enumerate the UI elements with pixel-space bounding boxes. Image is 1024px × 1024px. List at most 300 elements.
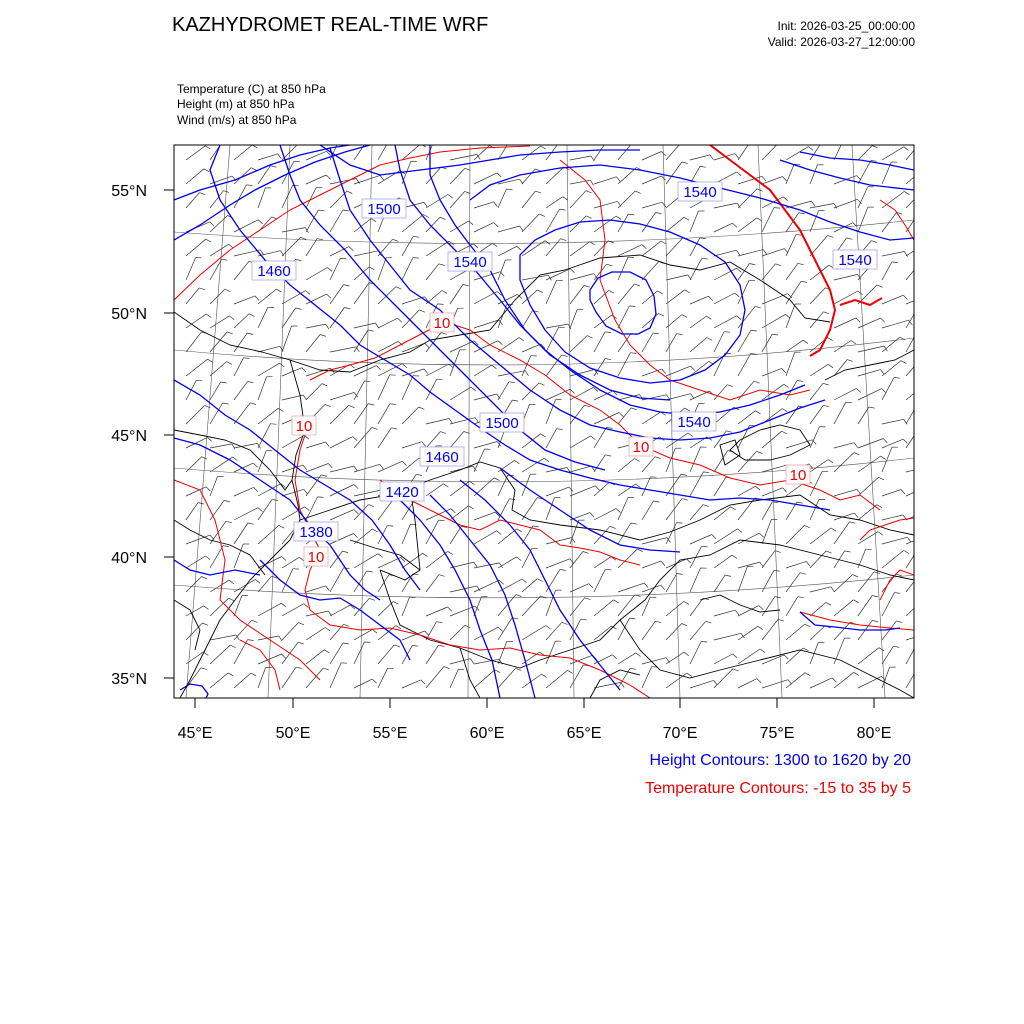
wind-barb-flag [735,154,739,159]
wind-barb [690,211,698,232]
wind-barb [642,212,656,232]
wind-barb-flag [296,308,302,309]
wind-barb-flag [691,366,695,370]
wind-barb-flag [344,285,350,286]
wind-barb-flag [893,646,899,647]
wind-barb [570,156,591,160]
wind-barb-flag [784,655,788,659]
wind-barb-flag [380,175,384,180]
wind-barb-flag [398,318,402,322]
wind-barb-flag [619,413,623,417]
wind-barb [882,646,893,664]
wind-barb [402,376,413,400]
wind-barb-flag [703,472,709,473]
wind-barb-flag [784,384,789,387]
wind-barb-flag [691,394,695,399]
wind-barb-flag [465,191,471,193]
wind-barb [594,600,614,616]
wind-barb-flag [783,488,787,492]
wind-barb-flag [439,645,445,646]
wind-barb [450,350,460,376]
wind-barb-flag [317,239,323,240]
wind-barb [834,274,858,280]
wind-barb [234,168,251,184]
wind-barb-flag [737,268,742,272]
wind-barb [330,663,341,688]
wind-barb-flag [853,600,858,603]
wind-barb-flag [872,596,878,597]
wind-barb-flag [737,172,742,176]
lon-label: 75°E [759,725,795,742]
wind-barb-flag [869,407,875,408]
wind-barb-flag [396,626,401,629]
wind-barb [546,670,567,688]
lon-label: 45°E [177,725,213,742]
wind-barb [234,523,248,544]
wind-barb-flag [931,485,935,489]
wind-barb [378,287,396,304]
wind-barb [474,563,499,568]
wind-barb-flag [252,620,258,622]
wind-barb-flag [295,259,301,260]
wind-barb-flag [282,654,286,658]
wind-barb-flag [299,557,304,561]
wind-barb [906,485,931,496]
wind-barb-flag [463,285,469,286]
wind-barb [426,364,449,376]
wind-barb [810,427,820,448]
wind-barb [714,529,737,544]
wind-barb-flag [736,250,740,255]
wind-barb-flag [634,284,640,286]
wind-barb-flag [372,529,377,532]
wind-barb [378,645,394,664]
wind-barb [834,388,856,400]
wind-barb [210,598,229,616]
wind-barb [666,673,687,688]
wind-barb-flag [874,572,880,574]
wind-barb [762,294,788,304]
wind-barb [546,197,563,208]
wind-barb [546,327,559,352]
wind-barb [258,363,280,376]
wind-barb [906,330,918,352]
wind-barb [786,235,796,256]
wind-barb [738,679,757,688]
wind-barb-flag [326,442,330,447]
wind-barb [642,561,661,568]
wind-barb-flag [326,175,330,179]
wind-barb-flag [248,523,254,524]
wind-barb [570,191,586,208]
wind-barb [258,289,276,304]
wind-barb [402,442,422,448]
wind-barb-flag [847,360,853,362]
wind-barb-flag [923,600,928,603]
wind-barb-flag [437,622,443,623]
wind-barb-flag [306,291,311,295]
wind-barb [546,280,557,304]
wind-barb-flag [637,549,643,551]
wind-barb-flag [303,465,307,470]
lon-label: 50°E [275,725,311,742]
wind-barb-flag [756,486,761,490]
wind-barb-flag [782,409,787,412]
wind-barb-flag [928,242,933,246]
wind-barb [642,262,659,281]
wind-barb [354,427,372,448]
wind-barb [882,361,901,376]
wind-barb [690,238,700,256]
wind-barb [474,442,497,449]
wind-barb [906,264,920,280]
wind-barb [834,622,850,640]
wind-barb-flag [369,267,374,270]
wind-barb-flag [438,304,444,305]
wind-barb-flag [368,140,374,141]
wind-barb [618,245,642,256]
wind-barb-flag [805,673,810,676]
wind-barb-flag [653,333,659,334]
lat-label: 50°N [111,306,147,323]
wind-barb [858,439,883,449]
wind-barb-flag [801,281,807,282]
wind-barb [450,168,465,184]
wind-barb-flag [424,369,428,374]
wind-barb [522,596,541,616]
wind-barb-flag [525,371,528,376]
lat-label: 35°N [111,671,147,688]
wind-barb [354,554,378,568]
wind-barb [810,471,822,496]
height-label: 1380 [299,524,333,541]
wind-barb-flag [920,264,926,266]
wind-barb [330,437,353,448]
wind-barb [906,467,926,472]
wind-barb-flag [822,471,828,472]
wind-barb-flag [199,288,205,290]
wind-barb [474,531,497,544]
wind-barb-flag [533,526,539,527]
wind-barb-flag [393,602,398,605]
wind-barb [330,568,344,592]
wind-barb [306,586,326,592]
wind-barb [234,296,255,304]
wind-barb-flag [353,534,357,538]
wind-barb [714,555,732,568]
wind-barb-flag [448,607,452,611]
wind-barb-flag [877,505,882,508]
wind-barb [666,448,675,472]
wind-barb [786,561,806,568]
wind-barb [810,383,823,400]
wind-barb-flag [372,427,378,429]
wind-barb-flag [586,216,592,218]
wind-barb-flag [621,682,624,687]
wind-barb [426,264,439,280]
wind-barb [882,593,894,616]
wind-barb [762,655,784,664]
wind-barb-flag [871,241,877,243]
wind-barb-flag [282,557,286,561]
wind-barb [474,173,497,184]
height-label: 1540 [453,254,487,271]
wind-barb [498,499,509,520]
wind-barb-flag [541,596,547,598]
wind-barb-flag [656,212,662,214]
wind-barb [834,672,854,688]
wind-barb-flag [714,680,718,685]
wind-barb-flag [725,575,731,576]
wind-barb-flag [279,525,284,528]
wind-barb-flag [751,140,757,141]
wind-barb [858,477,879,496]
wind-barb-flag [391,428,397,429]
wind-barb-flag [202,457,207,460]
wind-barb-flag [727,385,733,387]
wind-barb-flag [854,513,858,518]
wind-barb [762,488,783,496]
wind-barb-flag [754,381,760,383]
wind-barb-flag [468,506,473,509]
wind-barb-flag [845,551,851,552]
wind-barb [858,346,884,352]
wind-barb-flag [327,294,331,298]
wind-barb-flag [270,166,276,167]
wind-barb-flag [872,620,878,622]
wind-barb-flag [343,643,349,644]
wind-barb [882,537,907,544]
wind-barb [330,258,340,280]
wind-barb-flag [828,338,833,341]
wind-barb-flag [354,466,357,471]
wind-barb-flag [607,264,613,266]
wind-barb-flag [847,238,853,239]
wind-barb-flag [903,295,907,299]
wind-barb [234,314,249,328]
wind-barb-flag [473,244,478,248]
wind-barb-flag [823,405,829,406]
wind-barb [186,359,208,376]
wind-barb [594,359,605,377]
wind-barb-flag [229,316,234,320]
wind-barb [762,619,778,640]
wind-barb-flag [471,387,476,391]
wind-barb [666,624,682,641]
wind-barb [690,472,703,496]
wind-barb-flag [298,642,304,644]
wind-barb [786,263,798,280]
wind-barb [402,458,419,472]
wind-barb [714,575,725,592]
wind-barb [282,604,304,616]
wind-barb-flag [851,341,856,345]
wind-barb-flag [803,648,808,651]
wind-barb-flag [498,627,503,631]
wind-barb [666,290,685,304]
wind-barb-flag [872,146,878,148]
wind-barb-flag [305,507,310,511]
wind-barb [258,166,270,184]
wind-barb-flag [759,606,763,610]
wind-barb-flag [541,146,546,149]
wind-barb [450,285,463,305]
wind-barb [306,464,328,473]
wind-barb-flag [929,510,933,514]
wind-barb [594,413,619,425]
wind-barb [546,590,556,616]
wind-barb-flag [205,146,210,149]
wind-barb [570,665,583,688]
wind-barb [690,598,703,616]
wind-barb-flag [342,551,348,553]
wind-barb-flag [701,642,707,643]
wind-barb [234,443,257,448]
wind-barb-flag [448,551,453,554]
wind-barb-flag [732,555,737,558]
wind-barb-flag [823,383,829,385]
wind-barb-flag [798,263,804,265]
wind-barb [258,346,280,352]
wind-barb-flag [762,176,766,181]
wind-barb-flag [585,405,591,407]
wind-barb-flag [251,673,256,676]
wind-barb-flag [354,485,358,489]
wind-barb [378,602,393,616]
wind-barb-flag [354,510,358,514]
wind-barb [570,242,590,256]
wind-barb [546,569,560,592]
wind-barb-flag [609,290,614,293]
wind-barb-flag [918,549,924,550]
wind-barb [834,402,846,424]
wind-barb [882,490,901,497]
wind-barb [786,281,801,304]
wind-barb [570,387,593,400]
wind-barb [402,310,419,328]
wind-barb-flag [595,486,599,490]
wind-barb-flag [222,259,228,260]
wind-barb-flag [733,669,739,671]
wind-barb-flag [630,353,636,354]
wind-barb-flag [251,168,256,171]
wind-barb-flag [539,383,545,385]
height-label: 1540 [677,414,711,431]
wind-barb-flag [375,323,378,328]
wind-barb-flag [372,629,377,633]
wind-barb [762,680,788,688]
wind-barb [882,447,892,472]
lon-axis [195,698,874,708]
wind-barb [570,336,587,352]
wind-barb [762,519,771,544]
wind-barb-flag [439,264,445,266]
wind-barb [570,466,591,472]
wind-barb-flag [229,598,234,601]
wind-barb-flag [367,571,373,572]
wind-barb [186,556,205,568]
wind-barb [378,575,389,592]
wind-barb-flag [253,463,257,467]
wind-barb [354,381,365,400]
wind-barb [858,187,868,208]
wind-barb [618,523,631,544]
wind-barb-flag [394,645,400,647]
wind-barb-flag [278,154,282,159]
wind-barb [882,337,900,352]
wind-barb-flag [559,327,565,328]
wind-barb [522,311,532,328]
wind-barb [834,199,858,208]
wind-barb-flag [344,308,350,309]
wind-barb [570,286,584,305]
wind-barb [498,294,517,304]
wind-barb [642,202,662,208]
height-label: 1460 [425,449,459,466]
wind-barb-flag [823,312,829,314]
wind-barb-flag [560,209,566,210]
wind-barb-flag [774,570,780,571]
wind-barb [498,475,508,496]
wind-barb [330,605,350,616]
wind-barb-flag [227,332,233,334]
wind-barb [498,260,505,280]
wind-barb [210,546,223,568]
wind-barb [810,405,823,424]
field-temperature: Temperature (C) at 850 hPa [177,82,326,96]
wind-barb [810,165,818,184]
wind-barb [450,191,465,208]
wind-barb-flag [634,141,640,143]
wind-barb-flag [737,529,742,533]
wind-barb-flag [684,217,689,220]
wind-barb [234,595,242,616]
wind-barb-flag [763,250,767,255]
wind-barb [642,658,666,664]
wind-barb-flag [562,622,568,624]
wind-barb-flag [854,453,859,455]
wind-barb-flag [563,197,568,200]
wind-barb-flag [322,384,328,386]
wind-barb [642,152,661,161]
wind-barb [474,512,496,520]
wind-barb-flag [280,363,285,367]
wind-barb [570,309,577,328]
wind-barb-flag [343,210,349,211]
wind-barb-flag [782,368,786,373]
wind-barb-flag [449,419,452,424]
wind-barb-flag [326,324,329,329]
wind-barb [714,385,727,400]
wind-barb-flag [628,214,634,215]
wind-barb [234,145,252,160]
wind-barb-flag [545,241,550,245]
wind-barb [522,214,539,232]
wind-barb [546,487,569,496]
wind-barb [210,244,229,256]
wind-barb [186,606,204,616]
wind-barb [330,392,354,400]
wind-barb-flag [260,250,263,255]
wind-barb-flag [822,142,828,143]
wind-barb [666,601,684,616]
wind-barb-flag [892,262,898,263]
wind-barb [594,427,607,448]
wind-barb-flag [255,296,259,301]
wind-barb [426,432,440,448]
wind-barb-flag [917,670,923,671]
wind-barb [234,333,247,352]
